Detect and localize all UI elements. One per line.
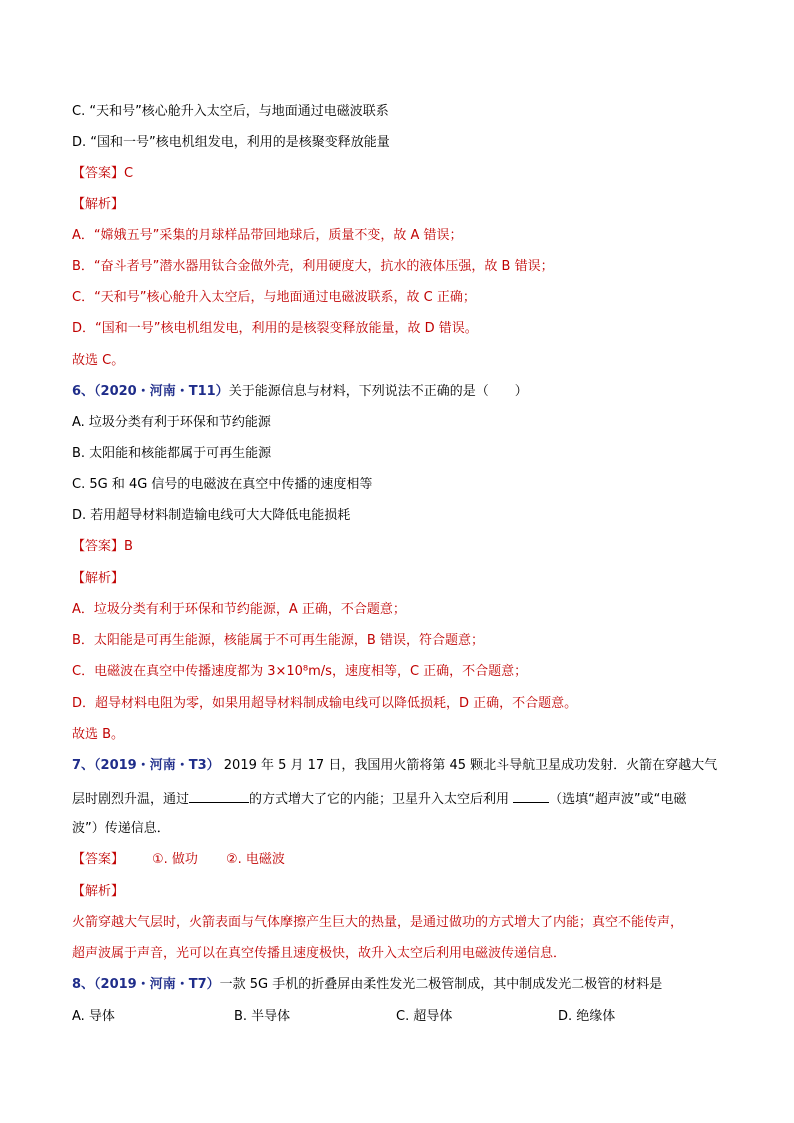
q7-blank-1 xyxy=(189,788,249,803)
q7-stem-line-1 xyxy=(72,756,717,776)
q7-analysis-line-2: 超声波属于声音，光可以在真空传播且速度极快，故升入太空后利用电磁波传递信息． xyxy=(72,946,567,961)
q7-analysis-line-1: 火箭穿越大气层时，火箭表面与气体摩擦产生巨大的热量，是通过做功的方式增大了内能；真空不能传声， xyxy=(72,915,684,930)
q6-analysis-b: B．太阳能是可再生能源，核能属于不可再生能源，B 错误，符合题意； xyxy=(72,633,484,648)
q8-option-d: D. 绝缘体 xyxy=(558,1009,616,1024)
q5-analysis-label: 【解析】 xyxy=(72,197,125,212)
q6-analysis-d: D．超导材料电阻为零，如果用超导材料制成输电线可以降低损耗，D 正确，不合题意。 xyxy=(72,696,578,711)
q7-stem-part: 层时剧烈升温，通过 xyxy=(72,792,190,807)
q6-analysis-c: C．电磁波在真空中传播速度都为 3×10⁸m/s，速度相等，C 正确，不合题意； xyxy=(72,664,528,679)
answer-label: 【答案】 xyxy=(72,852,125,867)
q7-answer xyxy=(72,850,285,870)
answer-label: 【答案】 xyxy=(72,539,125,554)
q6-answer xyxy=(72,537,133,557)
q6-option-b: B. 太阳能和核能都属于可再生能源 xyxy=(72,446,272,461)
q8-option-c: C. 超导体 xyxy=(396,1009,453,1024)
q7-stem-part: 的方式增大了它的内能；卫星升入太空后利用 xyxy=(249,792,514,807)
q6-number: 6、（2020・河南・T11） xyxy=(72,384,229,399)
q8-stem-line xyxy=(72,975,662,995)
q8-option-b: B. 半导体 xyxy=(234,1009,291,1024)
q6-analysis-label: 【解析】 xyxy=(72,571,125,586)
answer-label: 【答案】 xyxy=(72,166,125,181)
answer-part-2: ②. 电磁波 xyxy=(225,852,285,867)
q5-analysis-b: B．“奋斗者号”潜水器用钛合金做外壳，利用硬度大，抗水的液体压强，故 B 错误； xyxy=(72,259,554,274)
q8-option-a: A. 导体 xyxy=(72,1009,115,1024)
q7-analysis-label: 【解析】 xyxy=(72,884,125,899)
q6-conclusion: 故选 B。 xyxy=(72,727,125,742)
q6-stem: 关于能源信息与材料，下列说法不正确的是（ ） xyxy=(228,384,528,399)
q5-answer xyxy=(72,164,133,184)
q5-option-c: C. “天和号”核心舱升入太空后，与地面通过电磁波联系 xyxy=(72,104,389,119)
q6-analysis-a: A．垃圾分类有利于环保和节约能源，A 正确，不合题意； xyxy=(72,602,406,617)
answer-part-1: ①. 做功 xyxy=(152,852,198,867)
q7-stem-line-3: 波”）传递信息． xyxy=(72,821,170,836)
q7-number: 7、（2019・河南・T3） xyxy=(72,758,220,773)
answer-value: B xyxy=(124,539,133,554)
q5-analysis-d: D．“国和一号”核电机组发电，利用的是核裂变释放能量，故 D 错误。 xyxy=(72,321,478,336)
answer-value: C xyxy=(124,166,134,181)
q6-option-d: D. 若用超导材料制造输电线可大大降低电能损耗 xyxy=(72,508,351,523)
q5-analysis-a: A．“嫦娥五号”采集的月球样品带回地球后，质量不变，故 A 错误； xyxy=(72,228,463,243)
q5-option-d: D. “国和一号”核电机组发电，利用的是核聚变释放能量 xyxy=(72,135,390,150)
q7-stem-part: （选填“超声波”或“电磁 xyxy=(549,792,687,807)
q6-option-c: C. 5G 和 4G 信号的电磁波在真空中传播的速度相等 xyxy=(72,477,373,492)
q5-analysis-c: C．“天和号”核心舱升入太空后，与地面通过电磁波联系，故 C 正确； xyxy=(72,290,476,305)
q7-stem-line-2 xyxy=(72,788,686,810)
q5-conclusion: 故选 C。 xyxy=(72,353,125,368)
q8-number: 8、（2019・河南・T7） xyxy=(72,977,220,992)
q8-options xyxy=(72,1007,615,1027)
q7-blank-2 xyxy=(513,788,549,803)
q6-stem-line xyxy=(72,382,528,402)
q6-option-a: A. 垃圾分类有利于环保和节约能源 xyxy=(72,415,271,430)
q8-stem: 一款 5G 手机的折叠屏由柔性发光二极管制成，其中制成发光二极管的材料是 xyxy=(219,977,663,992)
q7-stem-part: 2019 年 5 月 17 日，我国用火箭将第 45 颗北斗导航卫星成功发射．火箭在穿越大气 xyxy=(219,758,718,773)
